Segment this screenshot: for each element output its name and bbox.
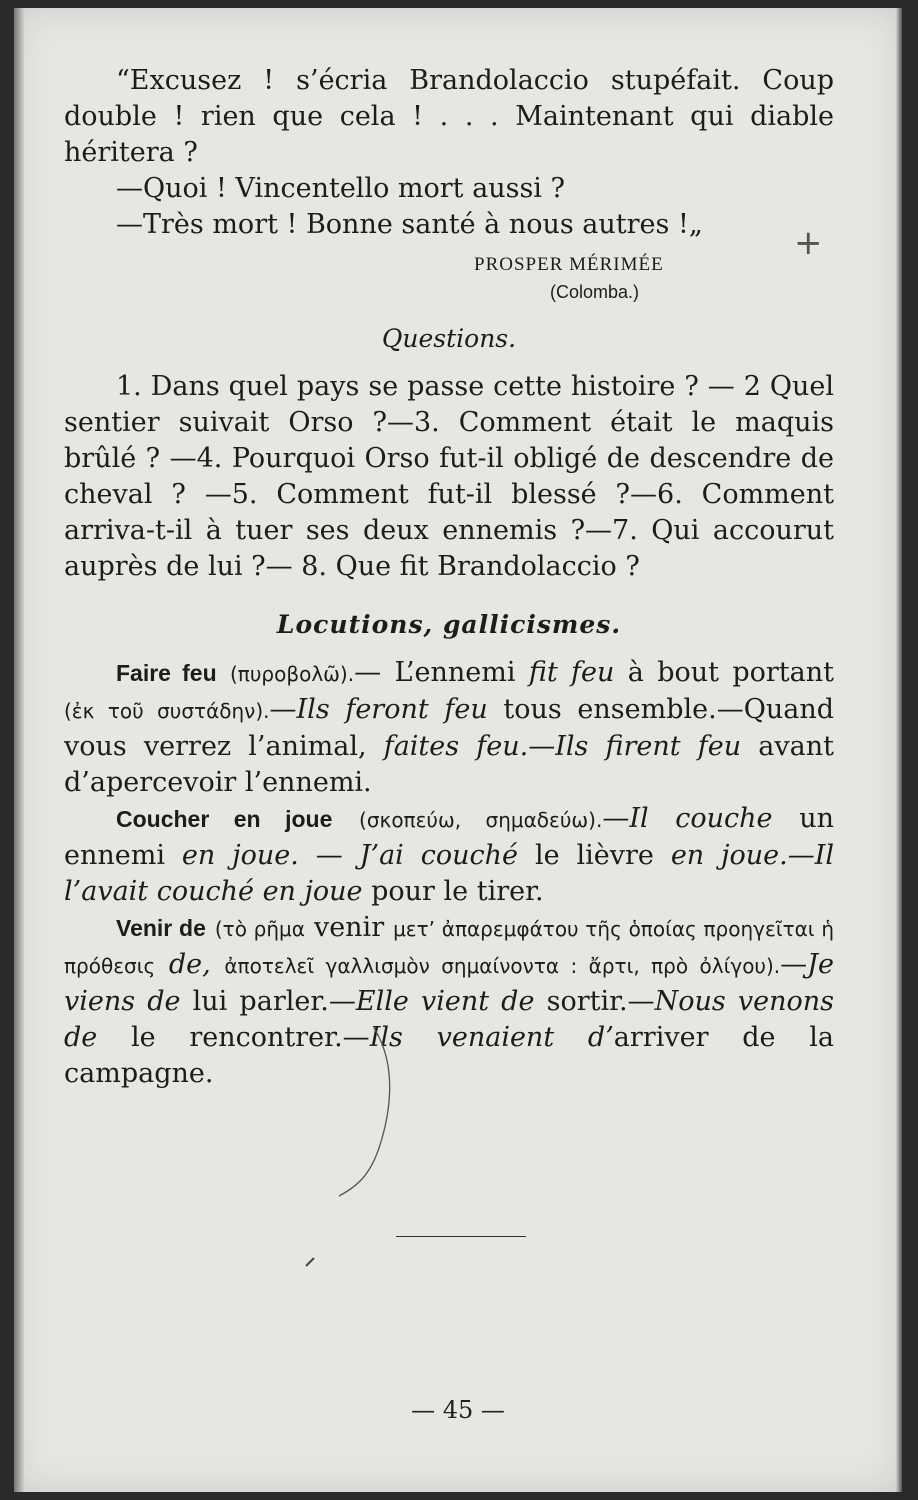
example-italic: Il couche	[629, 803, 773, 834]
book-page	[14, 8, 902, 1492]
page-gutter	[14, 8, 24, 1492]
example-italic: en joue. — J’ai couché	[181, 840, 519, 871]
page-text	[64, 63, 834, 1092]
entry-text: un ennemi	[64, 803, 834, 871]
example-italic: Elle vient de	[355, 986, 535, 1017]
entry-text	[211, 949, 225, 980]
passage-dialogue-2: —Très mort ! Bonne santé à nous autres !„	[116, 209, 703, 240]
entry-text: avant d’apercevoir l’ennemi.	[64, 731, 834, 798]
passage-dialogue-1: —Quoi ! Vincentello mort aussi ?	[116, 173, 565, 204]
locution-term: Coucher en joue	[116, 806, 333, 832]
greek-gloss: (τὸ ρῆμα	[214, 917, 305, 941]
entry-text: pour le tirer.	[362, 876, 544, 907]
locution-entry	[64, 655, 834, 801]
work-title: (Colomba.)	[550, 282, 640, 302]
example-italic: Nous venons de	[64, 986, 834, 1053]
entry-text: venir	[304, 912, 394, 943]
entry-text: le rencontrer.—	[97, 1022, 370, 1053]
entry-text: —	[602, 803, 630, 834]
entry-text: le lièvre	[518, 840, 671, 871]
questions-text: 1. Dans quel pays se passe cette histoire ? — 2 Quel sentier suivait Orso ?—3. Comment était le maquis brûlé ? —4. Pourquoi Orso fut-il obligé de descendre de cheval ? —5. Comment fut-il blessé ?—6. Comment arriva-t-il à tuer ses deux ennemis ?—7. Qui accourut auprès de lui ?— 8. Que fit Brandolaccio ?	[64, 371, 834, 582]
locutions-heading: Locutions, gallicismes.	[276, 610, 622, 639]
author-name: PROSPER MÉRIMÉE	[474, 254, 664, 275]
example-italic: Ils venaient d’	[369, 1022, 614, 1053]
greek-gloss: (ἐκ τοῦ συστάδην).	[64, 699, 270, 723]
entry-text: — L’ennemi	[354, 657, 529, 688]
entry-text: à bout portant	[614, 657, 834, 688]
questions-heading: Questions.	[381, 324, 517, 353]
locution-term: Venir de	[116, 915, 206, 941]
margin-cross-mark: +	[794, 223, 823, 263]
greek-gloss: μετ’ ἀπαρεμφάτου τῆς ὁποίας προηγεῖται ἡ πρόθεσις	[64, 917, 834, 978]
entry-text: —	[269, 694, 297, 725]
page-number: — 45 —	[411, 1396, 505, 1424]
example-italic: Je viens de	[64, 949, 834, 1017]
example-italic: de,	[168, 949, 211, 980]
greek-gloss: (σκοπεύω, σημαδεύω).	[359, 808, 603, 832]
entry-text: sortir.—	[534, 986, 655, 1017]
passage-paragraph: “Excusez ! s’écria Brandolaccio stupéfait. Coup double ! rien que cela ! . . . Maintenant qui diable héritera ?	[64, 65, 834, 168]
locution-entry	[64, 801, 834, 910]
greek-gloss: ἀποτελεῖ γαλλισμὸν σημαίνοντα : ἄρτι, πρὸ ὀλίγου).	[224, 954, 781, 978]
entry-text: arriver de la campagne.	[64, 1022, 834, 1089]
entry-text: tous ensemble.—Quand vous verrez l’animal,	[64, 694, 834, 762]
example-italic: en joue.—Il l’avait couché en joue	[64, 840, 835, 907]
locution-term: Faire feu	[116, 660, 217, 686]
section-divider	[396, 1236, 526, 1237]
example-italic: Ils feront feu	[296, 694, 488, 725]
greek-gloss: (πυροβολῶ).	[230, 662, 355, 686]
locution-entry	[64, 910, 834, 1092]
page-edge	[896, 8, 902, 1492]
entry-text	[155, 949, 169, 980]
example-italic: faites feu.—Ils firent feu	[383, 731, 742, 762]
example-italic: fit feu	[528, 657, 615, 688]
entry-text: lui parler.—	[180, 986, 356, 1017]
entry-text: —	[780, 949, 808, 980]
